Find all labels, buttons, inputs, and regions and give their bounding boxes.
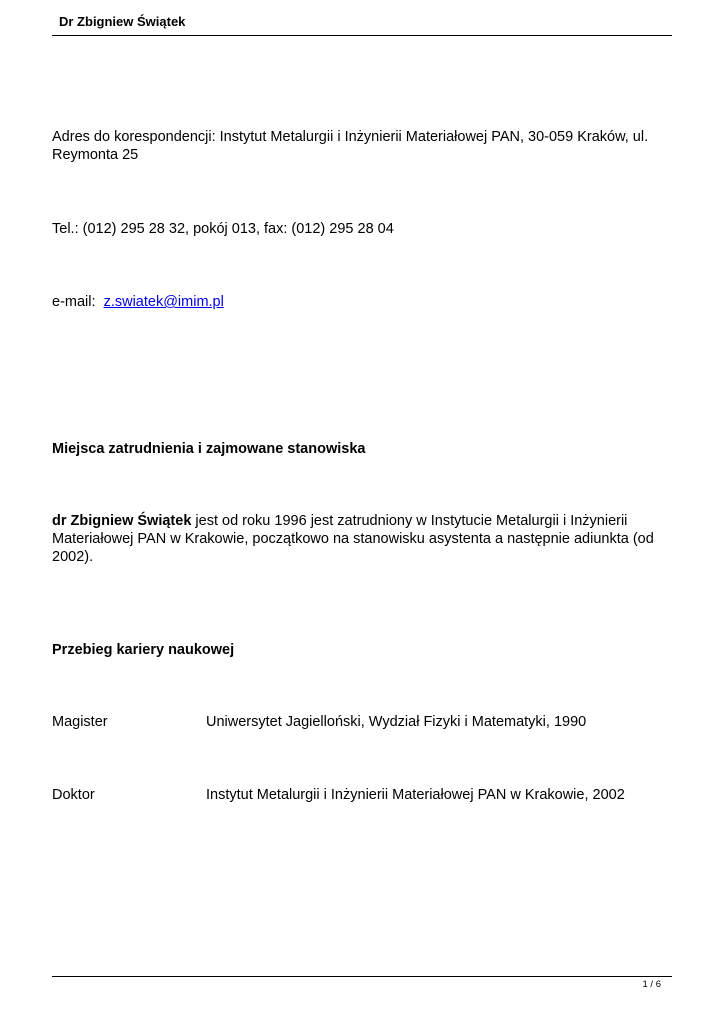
employment-person-name: dr Zbigniew Świątek	[52, 513, 192, 529]
correspondence-address: Adres do korespondencji: Instytut Metalurgii i Inżynierii Materiałowej PAN, 30-059 Kraków, ul. Reymonta 25	[52, 129, 649, 163]
employment-text: jest od roku 1996 jest zatrudniony w Instytucie Metalurgii i Inżynierii Materiałowej PAN w Krakowie, początkowo na stanowisku asystenta a następnie adiunkta (od 2002).	[52, 513, 654, 565]
career-degree: Magister	[52, 714, 108, 730]
employment-heading: Miejsca zatrudnienia i zajmowane stanowiska	[52, 441, 366, 457]
career-institution: Uniwersytet Jagielloński, Wydział Fizyki i Matematyki, 1990	[206, 714, 587, 730]
email-link[interactable]: z.swiatek@imim.pl	[103, 294, 224, 310]
career-degree: Doktor	[52, 787, 95, 803]
page-header-title: Dr Zbigniew Świątek	[59, 14, 186, 29]
phone-fax-line: Tel.: (012) 295 28 32, pokój 013, fax: (012) 295 28 04	[52, 221, 394, 237]
career-institution: Instytut Metalurgii i Inżynierii Materiałowej PAN w Krakowie, 2002	[206, 787, 625, 803]
page-number: 1 / 6	[642, 979, 661, 990]
email-line	[52, 293, 674, 311]
header-divider	[52, 35, 672, 36]
footer-divider	[52, 976, 672, 977]
email-label: e-mail:	[52, 294, 96, 310]
employment-paragraph	[52, 512, 674, 566]
career-heading: Przebieg kariery naukowej	[52, 642, 235, 658]
